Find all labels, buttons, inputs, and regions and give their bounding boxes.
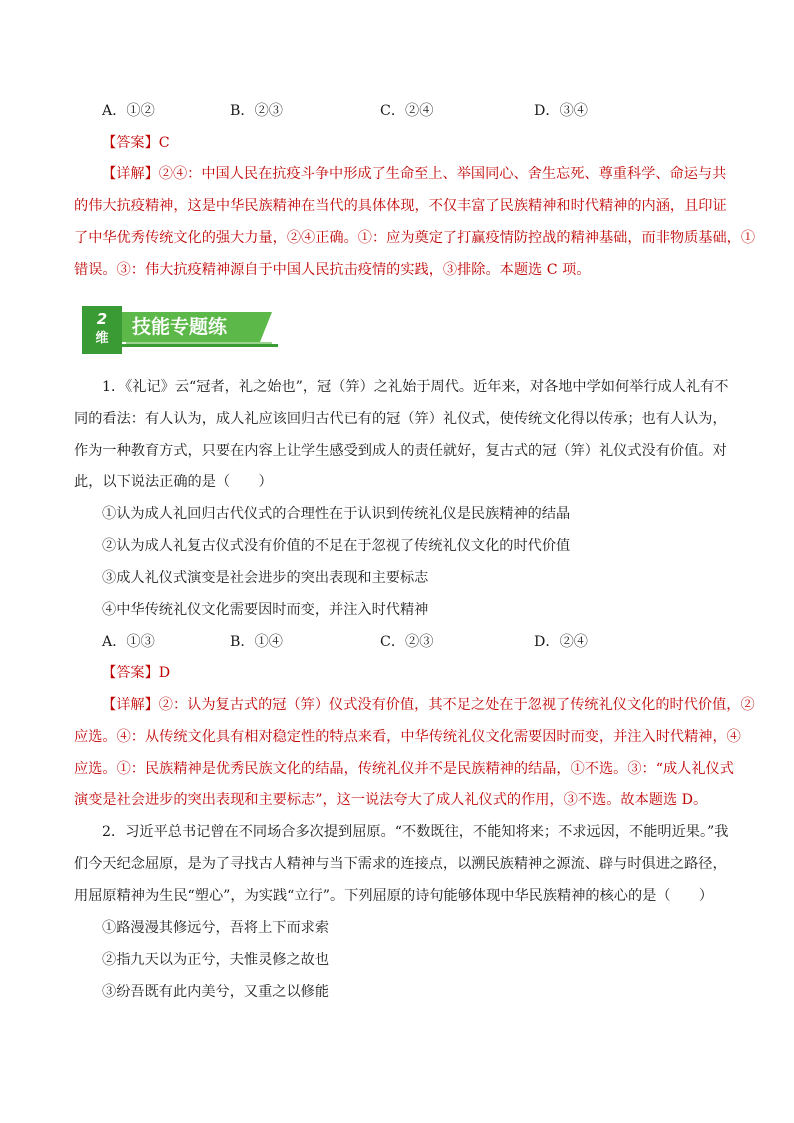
prev-detail-line-4: 错误。③：伟大抗疫精神源自于中国人民抗击疫情的实践，③排除。本题选 C 项。 [74,262,591,278]
q1-stem-line-3: 作为一种教育方式，只要在内容上让学生感受到成人的责任就好，复古式的冠（笄）礼仪式没有价值。对 [74,443,727,459]
q1-option-d: D．②④ [534,634,588,650]
prev-detail-line-2: 的伟大抗疫精神，这是中华民族精神在当代的具体体现，不仅丰富了民族精神和时代精神的内涵，且印证 [74,198,727,214]
q2-item-2: ②指九天以为正兮，夫惟灵修之故也 [102,952,330,968]
q1-option-a: A．①③ [102,634,155,650]
q2-stem-line-3: 用屈原精神为生民“塑心”，为实践“立行”。下列屈原的诗句能够体现中华民族精神的核心的是（ ） [74,888,714,904]
section-number: 2 [96,310,108,328]
q1-item-1: ①认为成人礼回归古代仪式的合理性在于认识到传统礼仪是民族精神的结晶 [102,506,571,522]
section-header [82,306,282,356]
q2-item-1: ①路漫漫其修远兮，吾将上下而求索 [102,920,330,936]
section-underline [122,344,278,347]
section-badge [82,306,122,354]
q1-answer: 【答案】D [102,665,171,681]
prev-detail-line-1: 【详解】②④：中国人民在抗疫斗争中形成了生命至上、举国同心、舍生忘死、尊重科学、命运与共 [102,166,727,182]
section-suffix: 维 [95,331,109,346]
option-b: B．②③ [230,103,283,119]
q2-stem-line-2: 们今天纪念屈原，是为了寻找古人精神与当下需求的连接点，以溯民族精神之源流、辟与时俱进之路径， [74,856,727,872]
q1-option-c: C．②③ [380,634,434,650]
section-title: 技能专题练 [132,316,228,338]
q1-detail-line-4: 演变是社会进步的突出表现和主要标志”，这一说法夸大了成人礼仪式的作用，③不选。故本题选 D。 [74,792,708,808]
q2-stem-line-1: 2．习近平总书记曾在不同场合多次提到屈原。“不数既往，不能知将来；不求远因，不能明近果。”我 [102,824,729,840]
prev-detail-line-3: 了中华优秀传统文化的强大力量，②④正确。①：应为奠定了打赢疫情防控战的精神基础，而非物质基础，① [74,230,756,246]
q1-item-2: ②认为成人礼复古仪式没有价值的不足在于忽视了传统礼仪文化的时代价值 [102,538,571,554]
q1-detail-line-2: 应选。④：从传统文化具有相对稳定性的特点来看，中华传统礼仪文化需要因时而变，并注入时代精神，④ [74,729,741,745]
q1-stem-line-4: 此，以下说法正确的是（ ） [74,474,273,490]
q1-detail-line-1: 【详解】②：认为复古式的冠（笄）仪式没有价值，其不足之处在于忽视了传统礼仪文化的时代价值，② [102,697,755,713]
q1-detail-line-3: 应选。①：民族精神是优秀民族文化的结晶，传统礼仪并不是民族精神的结晶，①不选。③：“成人礼仪式 [74,761,734,777]
q1-option-b: B．①④ [230,634,283,650]
q2-item-3: ③纷吾既有此内美兮，又重之以修能 [102,984,330,1000]
option-d: D．③④ [534,103,588,119]
q1-item-3: ③成人礼仪式演变是社会进步的突出表现和主要标志 [102,570,429,586]
q1-item-4: ④中华传统礼仪文化需要因时而变，并注入时代精神 [102,602,429,618]
option-a: A．①② [102,103,155,119]
option-c: C．②④ [380,103,434,119]
q1-stem-line-1: 1．《礼记》云“冠者，礼之始也”，冠（笄）之礼始于周代。近年来，对各地中学如何举行成人礼有不 [102,379,729,395]
prev-answer: 【答案】C [102,135,170,151]
q1-stem-line-2: 同的看法：有人认为，成人礼应该回归古代已有的冠（笄）礼仪式，使传统文化得以传承；也有人认为， [74,411,727,427]
